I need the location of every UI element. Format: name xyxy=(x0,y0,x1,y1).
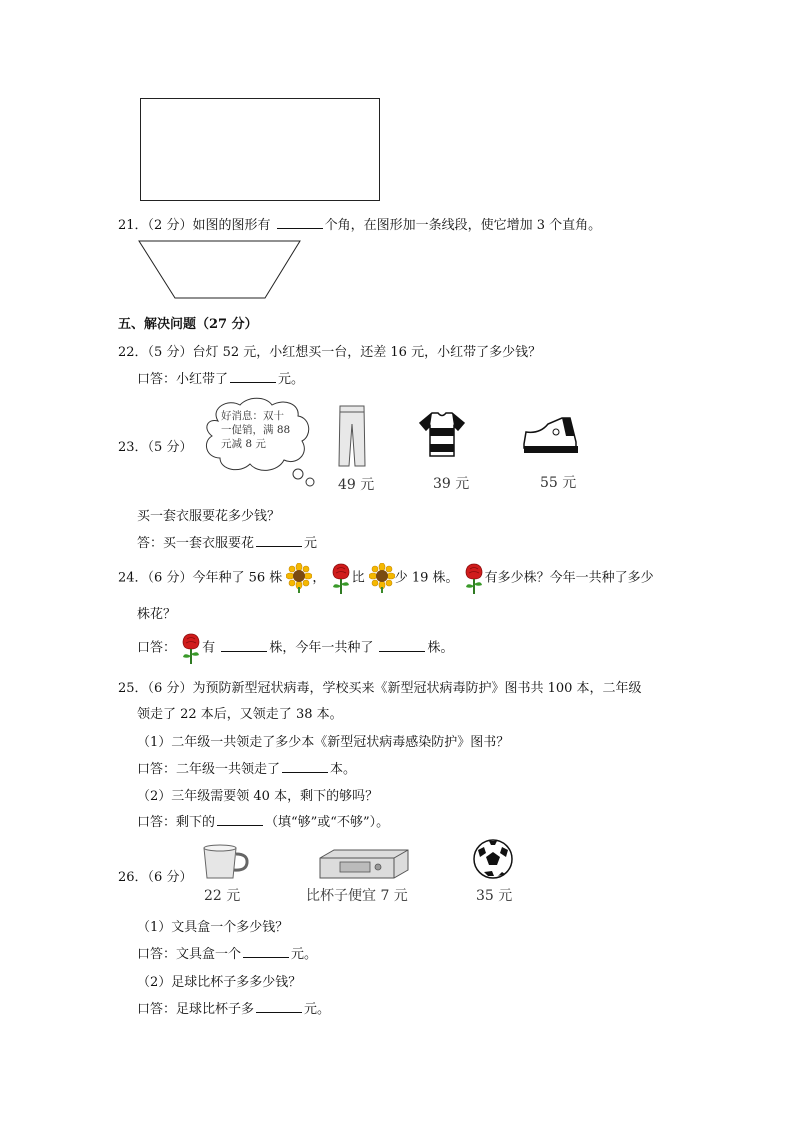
q25-line2: 领走了 22 本后，又领走了 38 本。 xyxy=(137,707,343,722)
q26-sub2: （2）足球比杯子多多少钱？ xyxy=(137,975,302,990)
question-22: 22．（5 分）台灯 52 元，小红想买一台，还差 16 元，小红带了多少钱？ xyxy=(118,345,542,360)
question-25: 25．（6 分）为预防新型冠状病毒，学校买来《新型冠状病毒防护》图书共 100 本，二年级 xyxy=(118,681,642,696)
answer-blank[interactable] xyxy=(230,370,276,383)
question-21: 21．（2 分）如图的图形有 个角，在图形加一条线段，使它增加 3 个直角。 xyxy=(118,218,602,233)
answer-line-25-2: 口答：剩下的 （填“够”或“不够”）。 xyxy=(137,815,390,830)
answer-blank[interactable] xyxy=(379,639,425,652)
answer-blank[interactable] xyxy=(243,945,289,958)
rose-icon xyxy=(330,562,352,594)
question-number: 25． xyxy=(118,681,148,696)
question-score: （5 分） xyxy=(147,345,193,360)
bubble-text: 好消息：双十 一促销，满 88 元减 8 元 xyxy=(221,410,291,450)
question-number: 26． xyxy=(118,870,148,885)
soccer-ball-icon xyxy=(472,838,514,880)
question-score: （5 分） xyxy=(147,440,193,455)
question-score: （6 分） xyxy=(147,870,193,885)
rectangle-figure xyxy=(140,98,380,201)
question-score: （2 分） xyxy=(147,218,193,233)
cup-icon xyxy=(200,842,250,882)
trapezoid-figure xyxy=(137,238,303,302)
pants-price: 49 元 xyxy=(338,477,375,493)
sunflower-icon xyxy=(369,563,395,593)
tshirt-icon xyxy=(418,410,466,458)
rose-icon xyxy=(180,632,202,664)
q25-sub2: （2）三年级需要领 40 本，剩下的够吗？ xyxy=(137,789,379,804)
answer-blank[interactable] xyxy=(221,639,267,652)
question-number: 22． xyxy=(118,345,148,360)
answer-blank[interactable] xyxy=(256,534,302,547)
question-score: （6 分） xyxy=(147,570,193,586)
answer-blank[interactable] xyxy=(277,216,323,229)
rose-icon xyxy=(463,562,485,594)
q23-question: 买一套衣服要花多少钱？ xyxy=(137,509,281,524)
answer-line-26-2: 口答：足球比杯子多 元。 xyxy=(137,1002,331,1017)
answer-line-25-1: 口答：二年级一共领走了 本。 xyxy=(137,762,357,777)
answer-line-22: 口答：小红带了 元。 xyxy=(137,372,305,387)
question-23-label xyxy=(118,436,192,455)
sunflower-icon xyxy=(286,563,312,593)
section-title: 五、解决问题（27 分） xyxy=(118,317,258,332)
pencil-box-icon xyxy=(316,846,412,882)
answer-blank[interactable] xyxy=(256,1000,302,1013)
pants-icon xyxy=(336,404,368,468)
question-number: 21． xyxy=(118,218,148,233)
cup-price: 22 元 xyxy=(204,888,241,904)
pencil-box-price: 比杯子便宜 7 元 xyxy=(306,888,408,904)
answer-line-26-1: 口答：文具盒一个 元。 xyxy=(137,947,318,962)
question-number: 24． xyxy=(118,570,148,586)
answer-blank[interactable] xyxy=(282,760,328,773)
question-score: （6 分） xyxy=(147,681,193,696)
sneaker-price: 55 元 xyxy=(540,475,577,491)
answer-line-24: 口答： 有 株，今年一共种了 株。 xyxy=(137,632,453,664)
soccer-ball-price: 35 元 xyxy=(476,888,513,904)
answer-line-23: 答：买一套衣服要花 元 xyxy=(137,536,318,551)
answer-blank[interactable] xyxy=(217,813,263,826)
question-24: 24．（6 分）今年种了 56 株 ， 比 少 19 株。 有多少株？今年一共种了多少 xyxy=(118,562,654,592)
tshirt-price: 39 元 xyxy=(433,476,470,492)
question-number: 23． xyxy=(118,440,148,455)
question-26-label xyxy=(118,866,192,885)
q25-sub1: （1）二年级一共领走了多少本《新型冠状病毒感染防护》图书？ xyxy=(137,735,510,750)
q26-sub1: （1）文具盒一个多少钱？ xyxy=(137,920,289,935)
q24-line2: 株花？ xyxy=(137,607,177,622)
sneaker-icon xyxy=(520,414,580,456)
